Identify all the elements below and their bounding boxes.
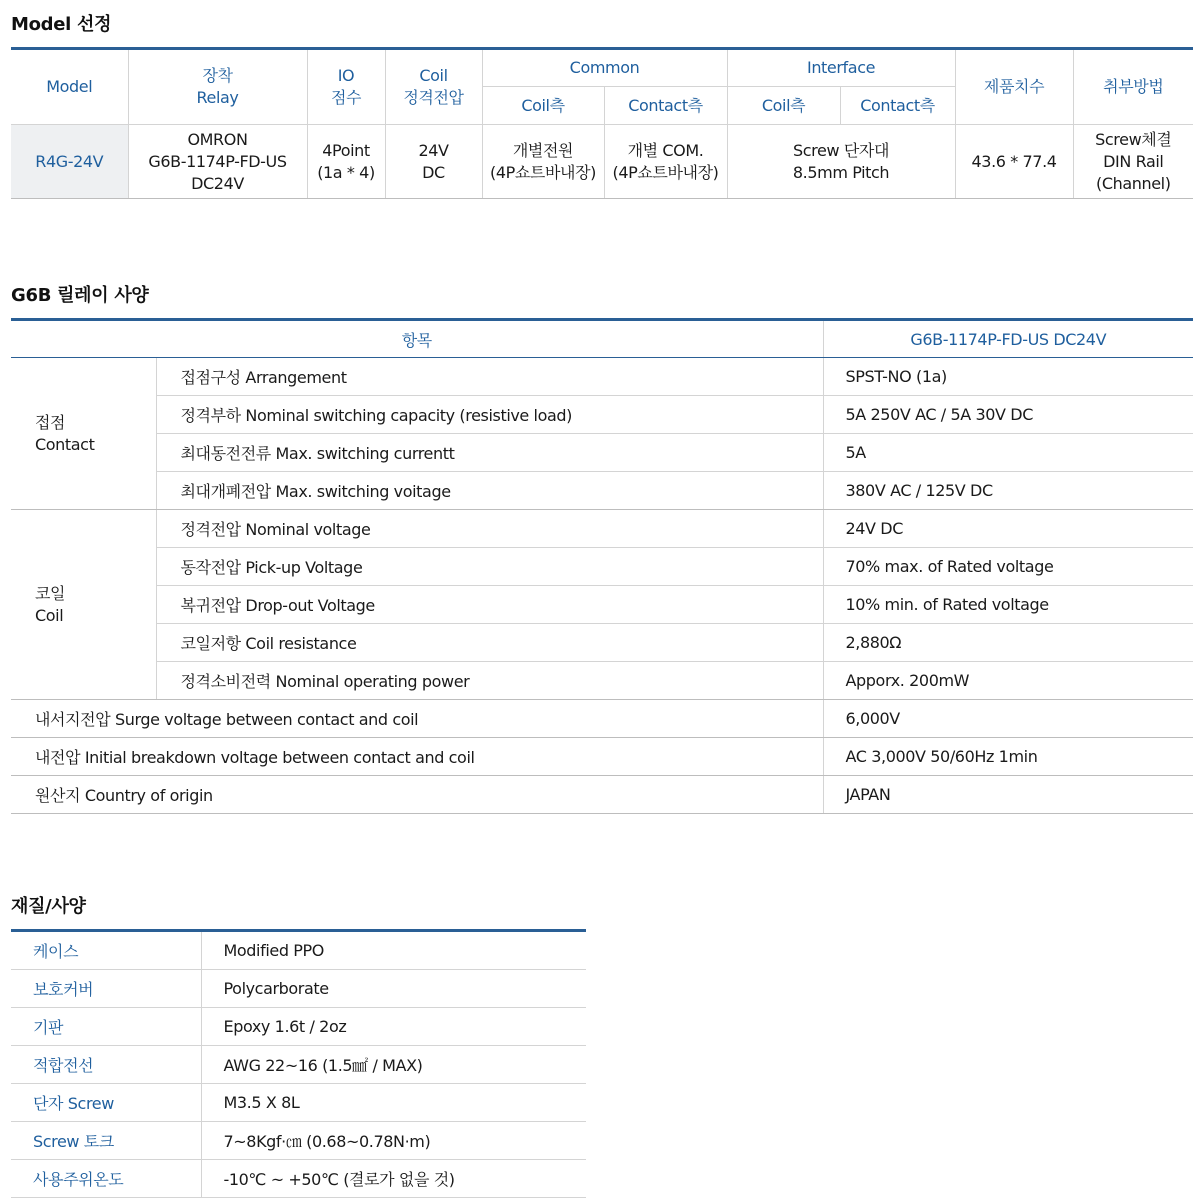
header-coil-line1: Coil <box>419 66 448 85</box>
contact-label-en: Contact <box>35 434 95 454</box>
spec-value: AC 3,000V 50/60Hz 1min <box>823 738 1193 776</box>
coil-label-ko: 코일 <box>35 583 66 603</box>
table-row <box>11 1046 586 1084</box>
common-coil-line1: 개별전원 <box>512 140 574 160</box>
spec-value: 2,880Ω <box>823 624 1193 662</box>
material-value: 7~8Kgf·㎝ (0.68~0.78N·m) <box>201 1122 586 1160</box>
model-section-title: Model 선정 <box>11 14 112 35</box>
common-contact-value <box>604 125 727 199</box>
header-interface: Interface <box>727 49 955 87</box>
header-io-line1: IO <box>337 66 355 85</box>
table-row <box>11 931 586 970</box>
relay-section-title: G6B 릴레이 사양 <box>11 285 149 306</box>
spec-value: 10% min. of Rated voltage <box>823 586 1193 624</box>
relay-line2: G6B-1174P-FD-US <box>148 151 287 171</box>
table-row <box>11 1008 586 1046</box>
common-coil-value <box>482 125 604 199</box>
header-common-coil: Coil측 <box>482 87 604 125</box>
table-row <box>11 472 1193 510</box>
table-row <box>11 970 586 1008</box>
header-coil-voltage <box>385 49 482 125</box>
material-value: -10℃ ~ +50℃ (결로가 없을 것) <box>201 1160 586 1198</box>
table-row <box>11 434 1193 472</box>
interface-line1: Screw 단자대 <box>793 140 889 160</box>
table-row <box>11 396 1193 434</box>
mount-line3: (Channel) <box>1095 173 1171 193</box>
mount-line1: Screw체결 <box>1095 129 1172 149</box>
header-relay <box>128 49 307 125</box>
relay-line1: OMRON <box>187 129 248 149</box>
material-section-title: 재질/사양 <box>11 896 86 917</box>
header-relay-line2: Relay <box>196 88 239 107</box>
spec-item: 복귀전압 Drop-out Voltage <box>156 586 823 624</box>
relay-line3: DC24V <box>191 173 244 193</box>
spec-item: 정격소비전력 Nominal operating power <box>156 662 823 700</box>
spec-value: 5A <box>823 434 1193 472</box>
table-row <box>11 548 1193 586</box>
header-common: Common <box>482 49 727 87</box>
coil-line2: DC <box>422 162 445 182</box>
size-value: 43.6 * 77.4 <box>955 125 1073 199</box>
spec-value: 5A 250V AC / 5A 30V DC <box>823 396 1193 434</box>
header-relay-line1: 장착 <box>202 66 233 85</box>
header-model: Model <box>11 49 128 125</box>
spec-value: 380V AC / 125V DC <box>823 472 1193 510</box>
material-value: Epoxy 1.6t / 2oz <box>201 1008 586 1046</box>
io-value <box>307 125 385 199</box>
table-row <box>11 776 1193 814</box>
table-row <box>11 1084 586 1122</box>
material-value: Polycarborate <box>201 970 586 1008</box>
header-interface-coil: Coil측 <box>727 87 840 125</box>
material-key: 단자 Screw <box>11 1084 201 1122</box>
coil-group-label <box>11 510 156 700</box>
coil-line1: 24V <box>418 140 449 160</box>
spec-value: 6,000V <box>823 700 1193 738</box>
material-key: 사용주위온도 <box>11 1160 201 1198</box>
interface-line2: 8.5mm Pitch <box>792 162 890 182</box>
material-key: 적합전선 <box>11 1046 201 1084</box>
table-row <box>11 738 1193 776</box>
spec-item: 내서지전압 Surge voltage between contact and coil <box>11 700 823 738</box>
contact-label-ko: 접점 <box>35 412 66 432</box>
table-row <box>11 1122 586 1160</box>
spec-item: 정격부하 Nominal switching capacity (resistive load) <box>156 396 823 434</box>
mount-value <box>1073 125 1193 199</box>
header-common-contact: Contact측 <box>604 87 727 125</box>
spec-value: Apporx. 200mW <box>823 662 1193 700</box>
table-row <box>11 624 1193 662</box>
table-row <box>11 586 1193 624</box>
model-table <box>11 47 1193 199</box>
header-coil-line2: 정격전압 <box>403 88 464 107</box>
coil-label-en: Coil <box>35 605 64 625</box>
spec-value: 24V DC <box>823 510 1193 548</box>
material-key: Screw 토크 <box>11 1122 201 1160</box>
table-row <box>11 510 1193 548</box>
spec-item: 내전압 Initial breakdown voltage between contact and coil <box>11 738 823 776</box>
header-io <box>307 49 385 125</box>
model-value: R4G-24V <box>11 125 128 199</box>
table-row <box>11 662 1193 700</box>
header-size: 제품치수 <box>955 49 1073 125</box>
table-row <box>11 358 1193 396</box>
header-io-line2: 점수 <box>330 88 362 107</box>
header-value: G6B-1174P-FD-US DC24V <box>823 320 1193 358</box>
spec-value: 70% max. of Rated voltage <box>823 548 1193 586</box>
spec-value: SPST-NO (1a) <box>823 358 1193 396</box>
common-coil-line2: (4P쇼트바내장) <box>490 162 596 182</box>
io-line1: 4Point <box>322 140 370 160</box>
material-table <box>11 929 586 1198</box>
spec-item: 정격전압 Nominal voltage <box>156 510 823 548</box>
relay-spec-table <box>11 318 1193 814</box>
contact-group-label <box>11 358 156 510</box>
mount-line2: DIN Rail <box>1103 151 1164 171</box>
material-key: 보호커버 <box>11 970 201 1008</box>
spec-item: 최대동전전류 Max. switching currentt <box>156 434 823 472</box>
material-key: 기판 <box>11 1008 201 1046</box>
header-interface-contact: Contact측 <box>840 87 955 125</box>
header-mount: 취부방법 <box>1073 49 1193 125</box>
spec-value: JAPAN <box>823 776 1193 814</box>
common-contact-line1: 개별 COM. <box>627 140 704 160</box>
spec-item: 동작전압 Pick-up Voltage <box>156 548 823 586</box>
material-key: 케이스 <box>11 931 201 970</box>
spec-item: 원산지 Country of origin <box>11 776 823 814</box>
io-line2: (1a * 4) <box>317 162 375 182</box>
spec-item: 접점구성 Arrangement <box>156 358 823 396</box>
material-value: M3.5 X 8L <box>201 1084 586 1122</box>
table-row <box>11 125 1193 199</box>
table-row <box>11 700 1193 738</box>
relay-value <box>128 125 307 199</box>
material-value: AWG 22~16 (1.5㎟ / MAX) <box>201 1046 586 1084</box>
spec-item: 최대개폐전압 Max. switching voitage <box>156 472 823 510</box>
header-item: 항목 <box>11 320 823 358</box>
interface-value <box>727 125 955 199</box>
table-row <box>11 1160 586 1198</box>
spec-item: 코일저항 Coil resistance <box>156 624 823 662</box>
coil-voltage-value <box>385 125 482 199</box>
common-contact-line2: (4P쇼트바내장) <box>612 162 719 182</box>
material-value: Modified PPO <box>201 931 586 970</box>
